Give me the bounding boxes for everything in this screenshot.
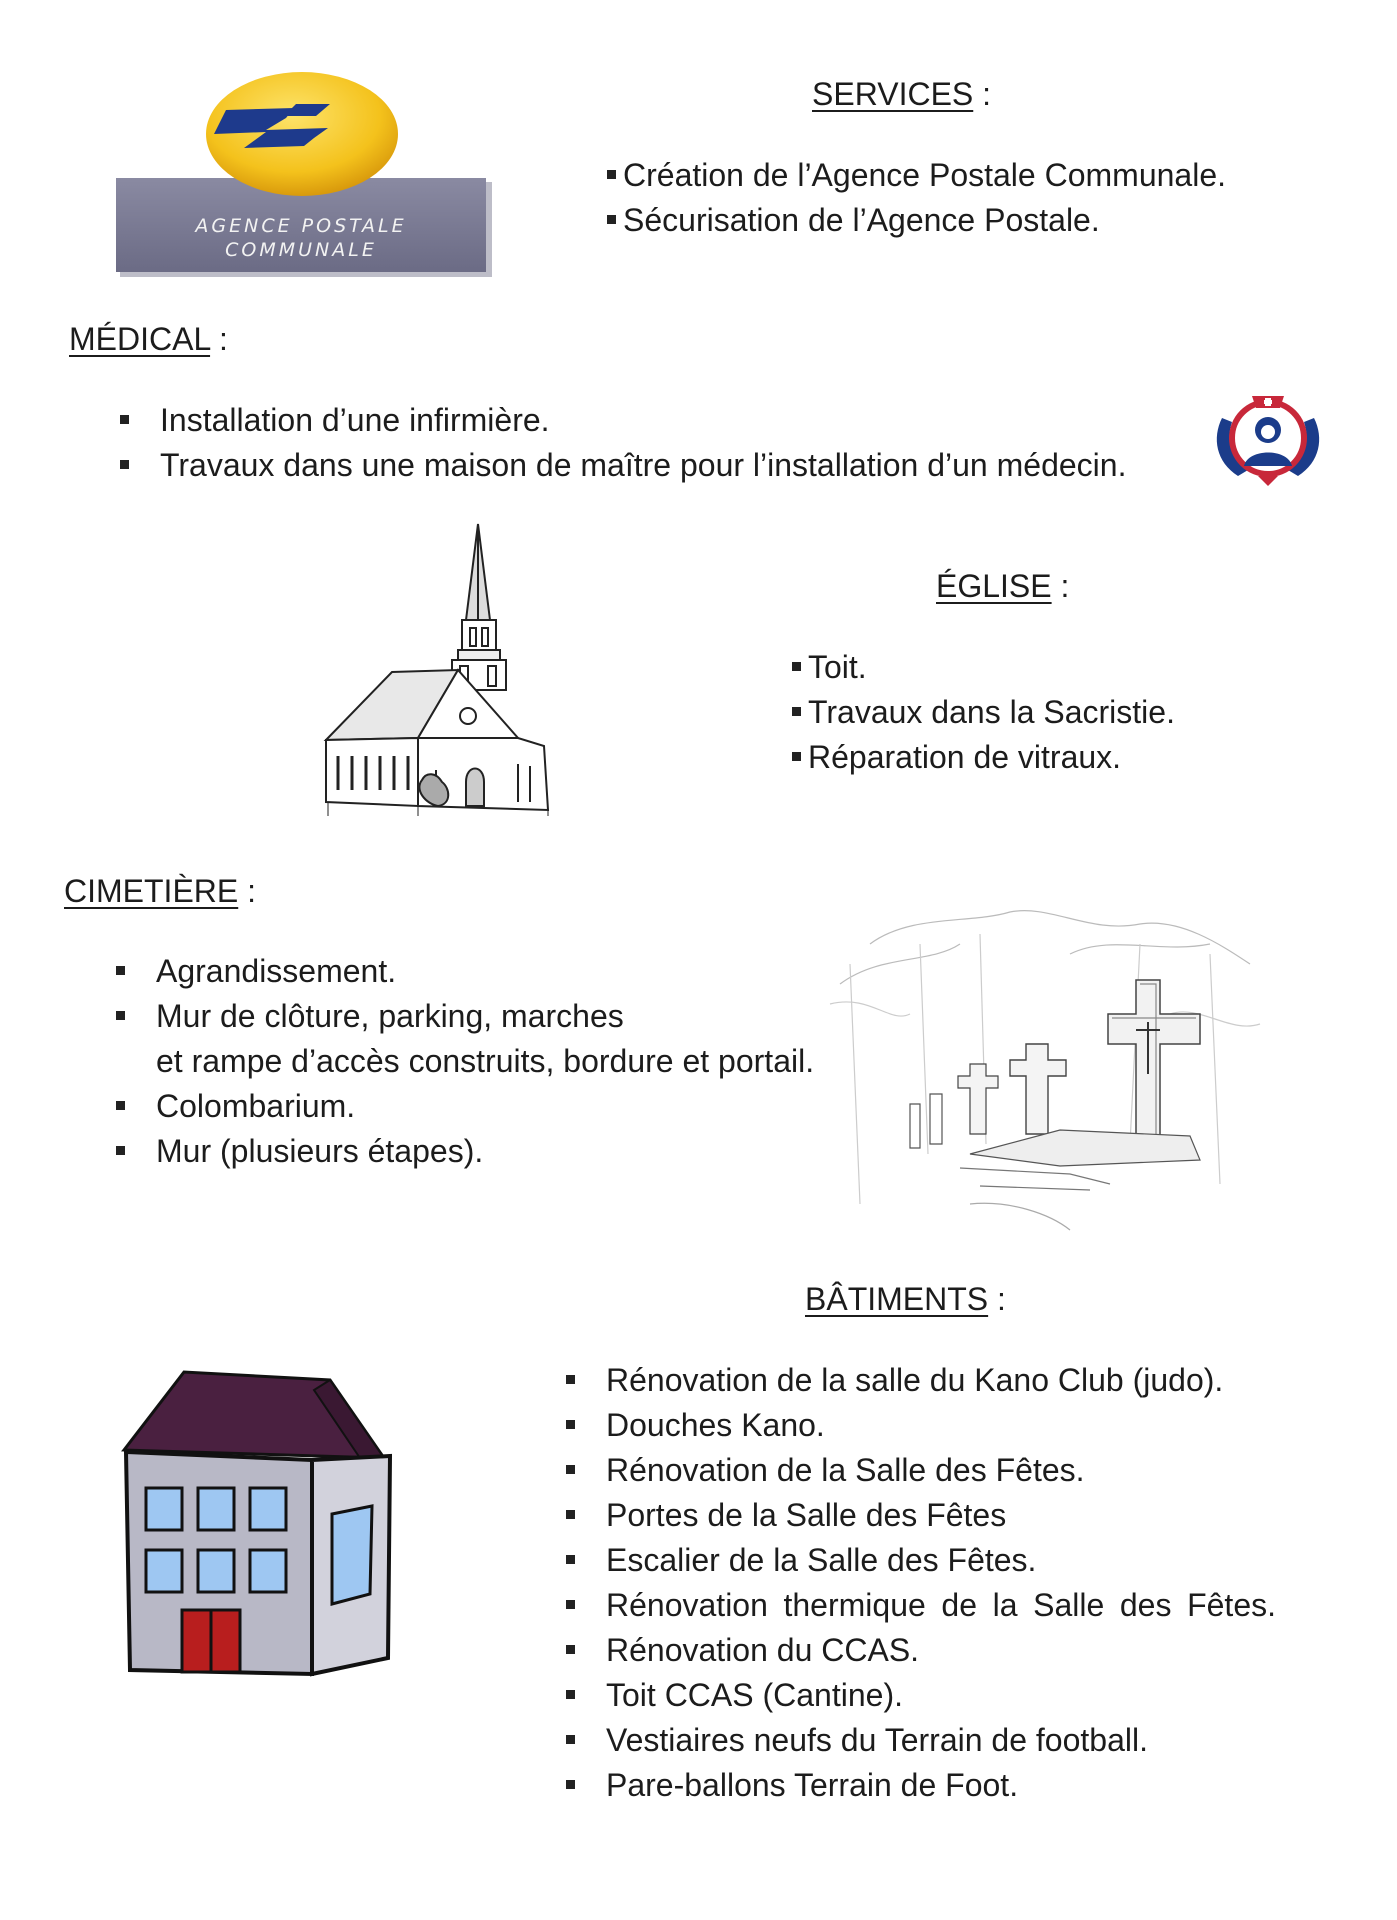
list-item: Vestiaires neufs du Terrain de football. (558, 1718, 1276, 1763)
eglise-title: ÉGLISE (936, 568, 1052, 604)
list-item: Réparation de vitraux. (790, 735, 1175, 780)
la-poste-logo (116, 70, 496, 280)
list-item: Installation d’une infirmière. (112, 398, 1126, 443)
list-item: Mur de clôture, parking, marches (108, 994, 814, 1039)
list-item: Toit. (790, 645, 1175, 690)
eglise-list (790, 645, 1175, 780)
batiments-title: BÂTIMENTS (805, 1281, 989, 1317)
nurse-icon (1208, 378, 1328, 490)
list-item: Création de l’Agence Postale Communale. (605, 153, 1226, 198)
list-item: Pare-ballons Terrain de Foot. (558, 1763, 1276, 1808)
batiments-colon: : (988, 1281, 1006, 1317)
list-item: Rénovation de la Salle des Fêtes. (558, 1448, 1276, 1493)
list-item-continuation: et rampe d’accès construits, bordure et portail. (156, 1043, 815, 1079)
cimetiere-title: CIMETIÈRE (64, 873, 239, 909)
medical-heading (69, 321, 228, 358)
list-item: Travaux dans la Sacristie. (790, 690, 1175, 735)
list-item: Douches Kano. (558, 1403, 1276, 1448)
medical-title: MÉDICAL (69, 321, 211, 357)
services-heading (812, 76, 991, 113)
list-item: Toit CCAS (Cantine). (558, 1673, 1276, 1718)
logo-line-2: COMMUNALE (225, 239, 377, 261)
list-item: Portes de la Salle des Fêtes (558, 1493, 1276, 1538)
services-colon: : (973, 76, 992, 112)
list-item: Sécurisation de l’Agence Postale. (605, 198, 1226, 243)
cimetiere-heading (64, 873, 256, 910)
building-icon (118, 1364, 400, 1694)
services-list (605, 153, 1226, 243)
logo-line-1: AGENCE POSTALE (195, 215, 407, 237)
list-item: Rénovation de la salle du Kano Club (judo). (558, 1358, 1276, 1403)
services-title: SERVICES (812, 76, 974, 112)
list-item: Mur (plusieurs étapes). (108, 1129, 814, 1174)
list-item: Escalier de la Salle des Fêtes. (558, 1538, 1276, 1583)
list-item: Rénovation thermique de la Salle des Fêtes. (558, 1583, 1276, 1628)
batiments-heading (805, 1281, 1006, 1318)
batiments-list (558, 1358, 1276, 1808)
eglise-colon: : (1051, 568, 1070, 604)
medical-colon: : (210, 321, 228, 357)
church-icon (318, 520, 554, 816)
list-item: Agrandissement. (108, 949, 814, 994)
cemetery-icon (810, 904, 1270, 1236)
list-item: Travaux dans une maison de maître pour l’installation d’un médecin. (112, 443, 1126, 488)
cimetiere-list (108, 949, 814, 1174)
medical-list (112, 398, 1126, 488)
list-item: Colombarium. (108, 1084, 814, 1129)
cimetiere-colon: : (238, 873, 257, 909)
eglise-heading (936, 568, 1069, 605)
list-item: Rénovation du CCAS. (558, 1628, 1276, 1673)
